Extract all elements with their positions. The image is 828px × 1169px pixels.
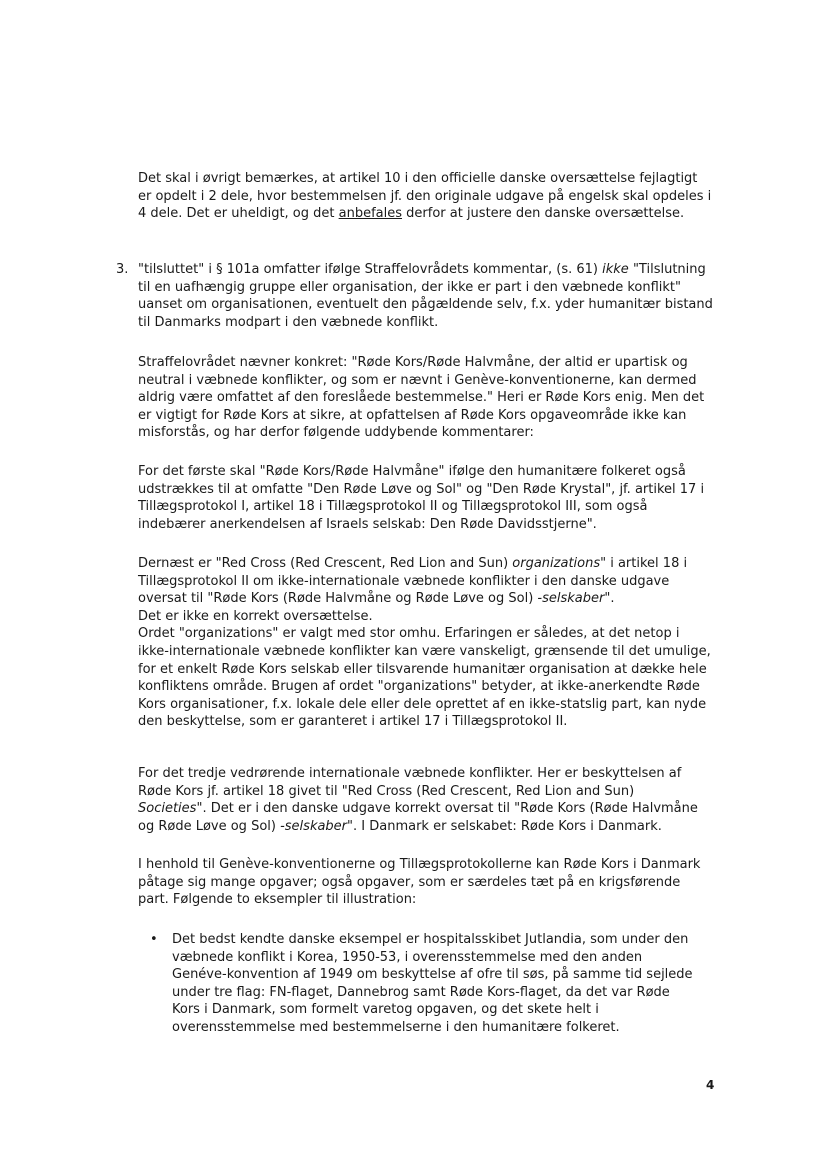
line: Det bedst kendte danske eksempel er hospitalsskibet Jutlandia, som under den <box>172 932 689 947</box>
line: misforstås, og har derfor følgende uddybende kommentarer: <box>138 425 534 441</box>
line: Kors i Danmark, som formelt varetog opgaven, og det skete helt i <box>172 1002 599 1018</box>
line: "Tilslutning <box>628 262 706 277</box>
italic-word: Societies" <box>138 801 203 817</box>
line: indebærer anerkendelsen af Israels selskab: Den Røde Davidsstjerne". <box>138 516 597 532</box>
line: Genéve-konvention af 1949 om beskyttelse af ofre til søs, på samme tid sejlede <box>172 967 693 983</box>
line: er opdelt i 2 dele, hvor bestemmelsen jf. den originale udgave på engelsk skal opdeles i <box>138 188 712 204</box>
line: Det skal i øvrigt bemærkes, at artikel 10 i den officielle danske oversættelse fejlagtigt <box>138 171 698 186</box>
line: derfor at justere den danske oversættelse. <box>402 206 685 222</box>
line: 4 dele. Det er uheldigt, og det <box>138 206 339 222</box>
line: er vigtigt for Røde Kors at sikre, at opfattelsen af Røde Kors opgaveområde ikke kan <box>138 407 687 423</box>
line: Røde Kors jf. artikel 18 givet til "Red Cross (Red Crescent, Red Lion and Sun) <box>138 783 635 799</box>
line: til en uafhængig gruppe eller organisation, der ikke er part i den væbnede konflikt" <box>138 279 681 295</box>
intro-paragraph <box>138 170 732 223</box>
page-number: 4 <box>706 1078 715 1092</box>
second-point-paragraph <box>138 555 732 731</box>
italic-word: organizations" <box>512 556 607 571</box>
bullet-list-item <box>172 931 732 1037</box>
line: Det er ikke en korrekt oversættelse. <box>138 608 373 624</box>
line: I henhold til Genève-konventionerne og Tillægsprotokollerne kan Røde Kors i Danmark <box>138 857 701 872</box>
line: påtage sig mange opgaver; også opgaver, som er særdeles tæt på en krigsførende <box>138 874 681 890</box>
line: Dernæst er "Red Cross (Red Crescent, Red Lion and Sun) <box>138 556 513 571</box>
line: udstrækkes til at omfatte "Den Røde Løve og Sol" og "Den Røde Krystal", jf. artikel 17 i <box>138 481 705 497</box>
first-point-paragraph <box>138 463 732 533</box>
line: . I Danmark er selskabet: Røde Kors i Danmark. <box>353 818 662 834</box>
line: . <box>610 591 615 607</box>
line: aldrig være omfattet af den foreslåede bestemmelse." Heri er Røde Kors enig. Men det <box>138 390 705 406</box>
line: neutral i væbnede konflikter, og som er nævnt i Genève-konventionerne, kan dermed <box>138 372 697 388</box>
italic-word: -selskaber" <box>280 818 354 834</box>
line: For det tredje vedrørende internationale væbnede konflikter. Her er beskyttelsen af <box>138 766 682 781</box>
underlined-word: anbefales <box>338 206 403 222</box>
line: Tillægsprotokol I, artikel 18 i Tillægsprotokol II og Tillægsprotokol III, som også <box>138 499 648 515</box>
bullet-marker: • <box>150 932 158 947</box>
italic-word: ikke <box>602 262 629 277</box>
line: under tre flag: FN-flaget, Dannebrog samt Røde Kors-flaget, da det var Røde <box>172 984 670 1000</box>
line: . Det er i den danske udgave korrekt oversat til "Røde Kors (Røde Halvmåne <box>202 801 698 817</box>
line: Kors organisationer, f.x. lokale dele eller dele oprettet af en ikke-statslig part, kan nyde <box>138 696 707 712</box>
line: til Danmarks modpart i den væbnede konflikt. <box>138 314 439 330</box>
line: i artikel 18 i <box>606 556 688 571</box>
line: oversat til "Røde Kors (Røde Halvmåne og Røde Løve og Sol) <box>138 591 538 607</box>
item-3-paragraph <box>138 261 732 331</box>
line: ikke-internationale væbnede konflikter kan være vanskeligt, grænsende til det umulige, <box>138 643 711 659</box>
line: for et enkelt Røde Kors selskab eller tilsvarende humanitær organisation at dække hele <box>138 661 707 677</box>
line: væbnede konflikt i Korea, 1950-53, i overensstemmelse med den anden <box>172 949 643 965</box>
line: Ordet "organizations" er valgt med stor omhu. Erfaringen er således, at det netop i <box>138 626 680 642</box>
line: overensstemmelse med bestemmelserne i den humanitære folkeret. <box>172 1019 620 1035</box>
line: For det første skal "Røde Kors/Røde Halvmåne" ifølge den humanitære folkeret også <box>138 464 686 479</box>
list-number: 3. <box>116 262 129 277</box>
line: Tillægsprotokol II om ikke-internationale væbnede konflikter i den danske udgave <box>138 573 670 589</box>
line: konfliktens område. Brugen af ordet "organizations" betyder, at ikke-anerkendte Røde <box>138 679 700 695</box>
line: og Røde Løve og Sol) <box>138 818 281 834</box>
third-point-paragraph <box>138 765 732 835</box>
line: part. Følgende to eksempler til illustration: <box>138 892 417 908</box>
straffelov-paragraph <box>138 354 732 442</box>
line: den beskyttelse, som er garanteret i artikel 17 i Tillægsprotokol II. <box>138 714 568 730</box>
line: uanset om organisationen, eventuelt den pågældende selv, f.x. yder humanitær bistand <box>138 297 713 313</box>
line: Straffelovrådet nævner konkret: "Røde Kors/Røde Halvmåne, der altid er upartisk og <box>138 355 688 370</box>
line: "tilsluttet" i § 101a omfatter ifølge Straffelovrådets kommentar, (s. 61) <box>138 262 603 277</box>
henhold-paragraph <box>138 856 732 909</box>
italic-word: -selskaber" <box>537 591 611 607</box>
